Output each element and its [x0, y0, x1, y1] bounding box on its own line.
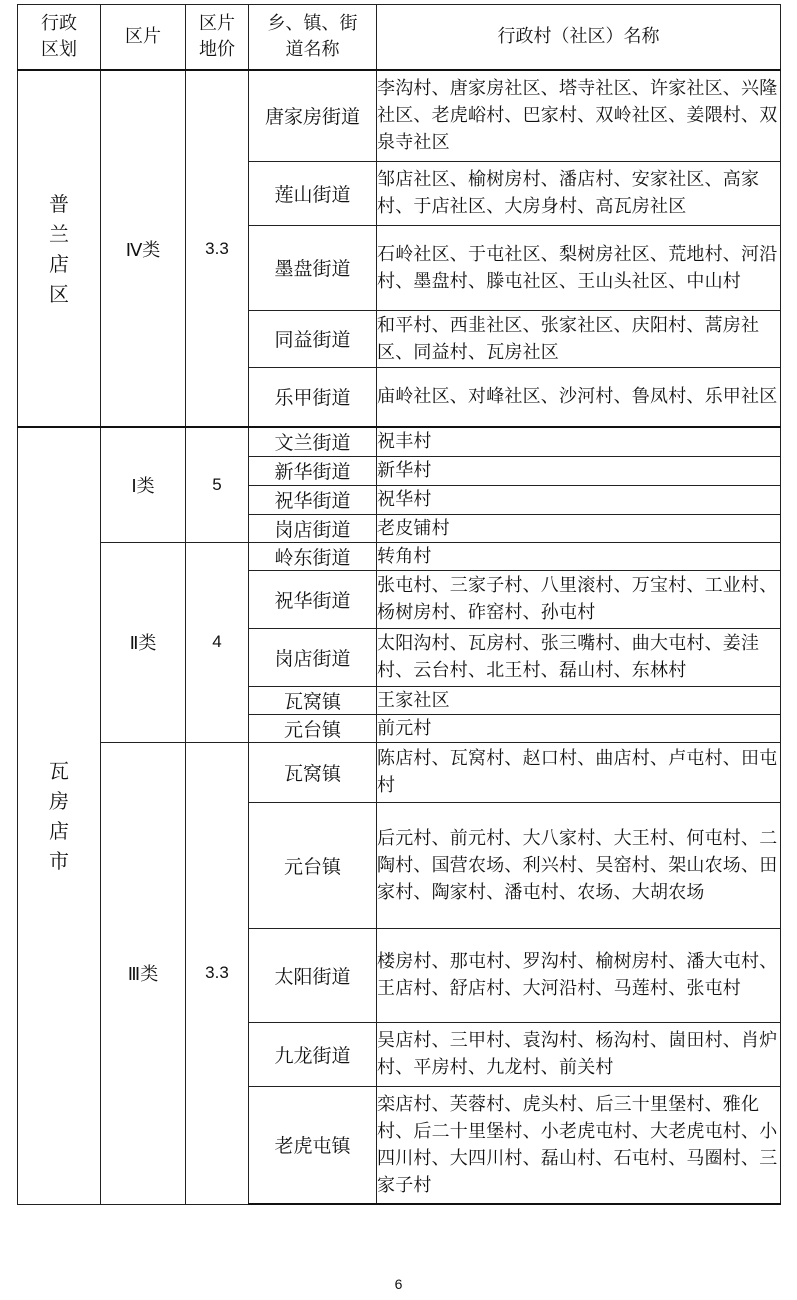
- zone-class: Ⅲ类: [101, 742, 186, 1204]
- village-list: 转角村: [377, 542, 781, 570]
- street-name: 元台镇: [249, 802, 377, 928]
- village-list: 陈店村、瓦窝村、赵口村、曲店村、卢屯村、田屯村: [377, 742, 781, 802]
- district-pulandian: 普兰店区: [18, 70, 101, 427]
- village-list: 李沟村、唐家房社区、塔寺社区、许家社区、兴隆社区、老虎峪村、巴家村、双岭社区、姜隈村、双泉寺社区: [377, 70, 781, 161]
- village-list: 吴店村、三甲村、袁沟村、杨沟村、崮田村、肖炉村、平房村、九龙村、前关村: [377, 1022, 781, 1086]
- street-name: 岭东街道: [249, 542, 377, 570]
- street-name: 岗店街道: [249, 514, 377, 542]
- street-name: 瓦窝镇: [249, 742, 377, 802]
- village-list: 张屯村、三家子村、八里滚村、万宝村、工业村、杨树房村、砟窑村、孙屯村: [377, 570, 781, 628]
- village-list: 新华村: [377, 456, 781, 485]
- page-number: 6: [394, 1276, 403, 1292]
- street-name: 乐甲街道: [249, 367, 377, 427]
- village-list: 前元村: [377, 714, 781, 742]
- village-list: 石岭社区、于屯社区、梨树房社区、荒地村、河沿村、墨盘村、滕屯社区、王山头社区、中山村: [377, 225, 781, 310]
- street-name: 文兰街道: [249, 427, 377, 456]
- village-list: 栾店村、芙蓉村、虎头村、后三十里堡村、雅化村、后二十里堡村、小老虎屯村、大老虎屯村、小四川村、大四川村、磊山村、石屯村、马圈村、三家子村: [377, 1086, 781, 1204]
- zone-price: 3.3: [186, 70, 249, 427]
- zone-price: 5: [186, 427, 249, 542]
- village-list: 祝华村: [377, 485, 781, 514]
- table-row: [18, 427, 781, 456]
- village-list: 太阳沟村、瓦房村、张三嘴村、曲大屯村、姜洼村、云台村、北王村、磊山村、东林村: [377, 628, 781, 686]
- land-price-table: [17, 4, 781, 1205]
- header-villages: 行政村（社区）名称: [377, 5, 781, 71]
- street-name: 元台镇: [249, 714, 377, 742]
- street-name: 太阳街道: [249, 928, 377, 1022]
- header-zone: 区片: [101, 5, 186, 71]
- street-name: 新华街道: [249, 456, 377, 485]
- street-name: 岗店街道: [249, 628, 377, 686]
- zone-price: 4: [186, 542, 249, 742]
- street-name: 瓦窝镇: [249, 686, 377, 714]
- zone-class: Ⅰ类: [101, 427, 186, 542]
- street-name: 同益街道: [249, 310, 377, 367]
- zone-price: 3.3: [186, 742, 249, 1204]
- street-name: 九龙街道: [249, 1022, 377, 1086]
- village-list: 和平村、西韭社区、张家社区、庆阳村、蒿房社区、同益村、瓦房社区: [377, 310, 781, 367]
- header-district: 行政区划: [18, 5, 101, 71]
- village-list: 后元村、前元村、大八家村、大王村、何屯村、二陶村、国营农场、利兴村、吴窑村、架山农场、田家村、陶家村、潘屯村、农场、大胡农场: [377, 802, 781, 928]
- street-name: 莲山街道: [249, 161, 377, 225]
- table-row: [18, 542, 781, 570]
- village-list: 老皮铺村: [377, 514, 781, 542]
- zone-class: Ⅱ类: [101, 542, 186, 742]
- table-header-row: [18, 5, 781, 71]
- village-list: 楼房村、那屯村、罗沟村、榆树房村、潘大屯村、王店村、舒店村、大河沿村、马莲村、张屯村: [377, 928, 781, 1022]
- district-wafangdian: 瓦房店市: [18, 427, 101, 1204]
- zone-class: Ⅳ类: [101, 70, 186, 427]
- table-row: [18, 742, 781, 802]
- village-list: 庙岭社区、对峰社区、沙河村、鲁凤村、乐甲社区: [377, 367, 781, 427]
- village-list: 祝丰村: [377, 427, 781, 456]
- street-name: 唐家房街道: [249, 70, 377, 161]
- village-list: 邹店社区、榆树房村、潘店村、安家社区、高家村、于店社区、大房身村、高瓦房社区: [377, 161, 781, 225]
- table-row: [18, 70, 781, 161]
- header-price: 区片地价: [186, 5, 249, 71]
- street-name: 祝华街道: [249, 485, 377, 514]
- header-street: 乡、镇、街道名称: [249, 5, 377, 71]
- street-name: 祝华街道: [249, 570, 377, 628]
- village-list: 王家社区: [377, 686, 781, 714]
- street-name: 老虎屯镇: [249, 1086, 377, 1204]
- street-name: 墨盘街道: [249, 225, 377, 310]
